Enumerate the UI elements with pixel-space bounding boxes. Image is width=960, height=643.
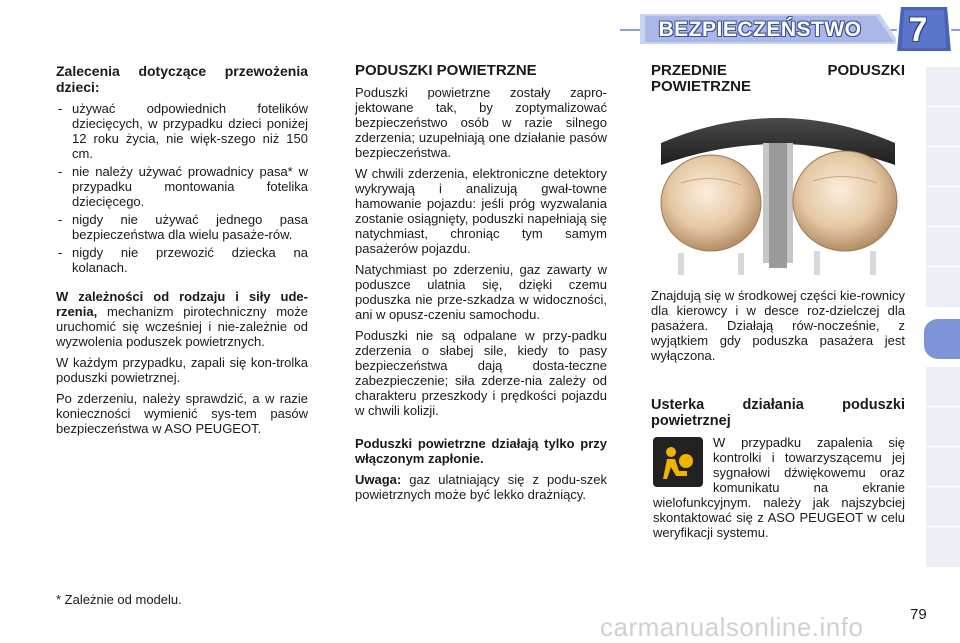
pyrotechnic-text: mechanizm pirotechniczny może uruchomić się wcześniej i nie-zależnie od wyzwolenia poduszek powietrznych.	[56, 304, 308, 349]
chapter-tab[interactable]	[926, 366, 960, 407]
footnote: * Zależnie od modelu.	[56, 592, 182, 607]
chapter-tabs	[926, 66, 960, 576]
page-number: 79	[910, 606, 927, 623]
airbag-warning-icon	[653, 437, 703, 487]
airbags-intro: Poduszki powietrzne zostały zapro-jektowane tak, by zoptymalizować bezpieczeństwo osób w razie silnego zderzenia; uzupełniają one działanie pasów bezpieczeństwa.	[355, 85, 607, 160]
front-airbags-column	[651, 63, 905, 95]
watermark: carmanualsonline.info	[600, 612, 864, 642]
chapter-tab[interactable]	[926, 186, 960, 227]
pyrotechnic-bold: W zależności od rodzaju i siły ude-rzenia,	[56, 289, 308, 319]
chapter-tab[interactable]	[926, 226, 960, 267]
airbags-deflation: Natychmiast po zderzeniu, gaz zawarty w poduszce ulatnia się, dzięki czemu poduszka nie prze-szkadza w widoczności, ani w opusz-czeniu samochodu.	[355, 262, 607, 322]
front-airbags-heading: PRZEDNIE PODUSZKI POWIETRZNE	[651, 62, 905, 95]
note-label: Uwaga:	[355, 472, 402, 487]
chapter-tab[interactable]	[926, 446, 960, 487]
front-airbags-illustration	[651, 103, 905, 275]
page-title: BEZPIECZEŃSTWO	[658, 18, 862, 41]
airbags-heading: PODUSZKI POWIETRZNE	[355, 62, 537, 79]
inspection-paragraph: Po zderzeniu, należy sprawdzić, a w razie konieczności wymienić sys-tem pasów bezpieczeństwa w ASO PEUGEOT.	[56, 391, 308, 436]
pyrotechnic-paragraph	[56, 289, 308, 349]
airbags-low-impact: Poduszki nie są odpalane w przy-padku zderzenia o słabej sile, kiedy to pasy bezpieczeństwa dają dosta-teczne zabezpieczenie; siła zderze-nia zależy od charakteru przeszkody i prędkości pojazdu w chwili kolizji.	[355, 328, 607, 418]
airbag-fault-text: W przypadku zapalenia się kontrolki i towarzyszącemu jej sygnałowi dźwiękowemu oraz komunikatu na ekranie wielofunkcyjnym. należy jak najszybciej skontaktować się z ASO PEUGEOT w celu weryfikacji systemu.	[653, 435, 905, 540]
chapter-tab[interactable]	[926, 526, 960, 567]
chapter-tab[interactable]	[926, 406, 960, 447]
child-advice-list	[56, 101, 308, 275]
child-transport-heading: Zalecenia dotyczące przewożenia dzieci:	[56, 63, 308, 95]
list-item: - nie należy używać prowadnicy pasa* w przypadku montowania fotelika dziecięcego.	[56, 164, 308, 209]
airbag-fault-section	[651, 397, 905, 540]
child-safety-column	[56, 63, 308, 442]
chapter-number: 7	[908, 11, 928, 49]
chapter-tab[interactable]	[926, 266, 960, 307]
list-item: - nigdy nie przewozić dziecka na kolanach.	[56, 245, 308, 275]
warning-light-paragraph: W każdym przypadku, zapali się kon-trolka poduszki powietrznej.	[56, 355, 308, 385]
airbags-column	[355, 63, 607, 508]
front-airbags-location: Znajdują się w środkowej części kie-rownicy dla kierowcy i w desce roz-dzielczej dla pasażera. Działają rów-nocześnie, z wyjątkiem gdy poduszka pasażera jest wyłączona.	[651, 288, 905, 363]
front-airbags-text	[651, 288, 905, 369]
chapter-tab-active[interactable]	[924, 318, 960, 359]
list-item: - używać odpowiednich fotelików dziecięcych, w przypadku dzieci poniżej 12 roku życia, nie więk-szego niż 150 cm.	[56, 101, 308, 161]
chapter-tab[interactable]	[926, 106, 960, 147]
chapter-tab[interactable]	[926, 146, 960, 187]
list-item: - nigdy nie używać jednego pasa bezpieczeństwa dla wielu pasaże-rów.	[56, 212, 308, 242]
airbags-gas-note	[355, 472, 607, 502]
airbags-ignition-note: Poduszki powietrzne działają tylko przy włączonym zapłonie.	[355, 436, 607, 466]
chapter-tab[interactable]	[926, 66, 960, 107]
note-text: gaz ulatniający się z podu-szek powietrznych może być lekko drażniący.	[355, 472, 607, 502]
chapter-tab[interactable]	[926, 486, 960, 527]
airbags-detection: W chwili zderzenia, elektroniczne detektory wykrywają i analizują gwał-towne hamowanie pojazdu: jeśli próg wyzwalania zostanie osiągnięty, poduszki napełniają się natychmiast, chroniąc tym samym pasażerów pojazdu.	[355, 166, 607, 256]
airbag-fault-heading: Usterka działania poduszki powietrznej	[651, 397, 905, 429]
